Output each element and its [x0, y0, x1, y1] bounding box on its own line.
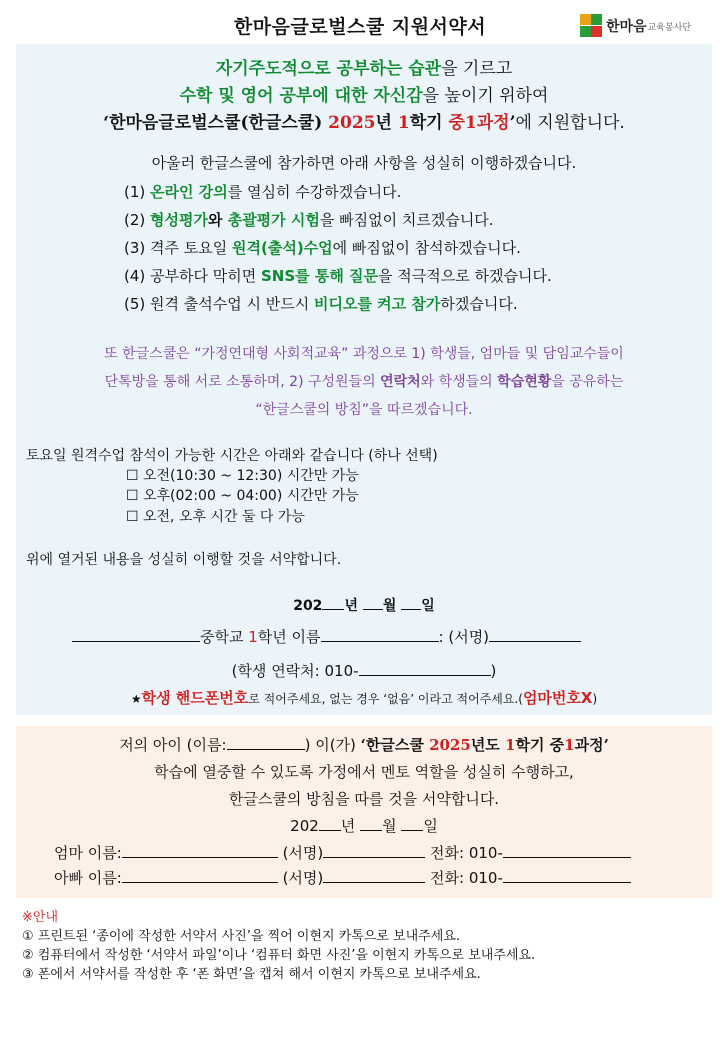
time-question: 토요일 원격수업 참석이 가능한 시간은 아래와 같습니다 (하나 선택)	[26, 448, 438, 464]
time-option-both[interactable]: ☐ 오전, 오후 시간 둘 다 가능	[126, 509, 305, 525]
time-option-pm[interactable]: ☐ 오후(02:00 ~ 04:00) 시간만 가능	[126, 488, 359, 504]
parent-line-2: 학습에 열중할 수 있도록 가정에서 멘토 역할을 성실히 수행하고,	[154, 763, 574, 781]
school-name-field[interactable]	[72, 627, 200, 642]
dad-name-field[interactable]	[122, 868, 278, 883]
parent-date: 202 년 월 일	[290, 817, 438, 835]
notice-item-1: ① 프린트된 ‘종이에 작성한 서약서 사진’을 찍어 이현지 카톡으로 보내주세요.	[22, 929, 460, 944]
logo-icon	[580, 14, 602, 38]
star-icon: ★	[130, 692, 142, 706]
pledge-end: 위에 열거된 내용을 성실히 이행할 것을 서약합니다.	[26, 552, 342, 568]
student-name-row: 중학교 1학년 이름 : (서명)	[72, 626, 581, 647]
pledge-item-2: (2) 형성평가와 총괄평가 시험을 빠짐없이 치르겠습니다.	[124, 211, 494, 229]
student-name-field[interactable]	[321, 627, 439, 642]
intro-line-3: ‘한마음글로벌스쿨(한글스쿨) 2025년 1학기 중1과정’에 지원합니다.	[103, 113, 625, 133]
intro-line-1: 자기주도적으로 공부하는 습관을 기르고	[215, 59, 513, 79]
mom-row: 엄마 이름: (서명) 전화: 010-	[54, 842, 631, 863]
notice-section	[22, 908, 535, 984]
pledge-item-3: (3) 격주 토요일 원격(출석)수업에 빠짐없이 참석하겠습니다.	[124, 239, 521, 257]
parent-pledge-panel	[16, 726, 712, 898]
child-name-field[interactable]	[227, 735, 305, 750]
dad-row: 아빠 이름: (서명) 전화: 010-	[54, 867, 631, 888]
mom-signature-field[interactable]	[323, 843, 425, 858]
logo	[580, 14, 691, 38]
logo-name: 한마음	[606, 19, 647, 35]
student-date: 202 년 월 일	[16, 595, 712, 615]
student-pledge-panel	[16, 44, 712, 715]
student-phone-field[interactable]	[359, 661, 491, 676]
mom-name-field[interactable]	[122, 843, 278, 858]
policy-line-3: “한글스쿨의 방침”을 따르겠습니다.	[255, 402, 473, 418]
policy-line-2: 단톡방을 통해 서로 소통하며, 2) 구성원들의 연락처와 학생들의 학습현황을 공유하는	[104, 374, 624, 390]
time-option-am[interactable]: ☐ 오전(10:30 ~ 12:30) 시간만 가능	[126, 468, 359, 484]
dad-signature-field[interactable]	[323, 868, 425, 883]
pledge-item-5: (5) 원격 출석수업 시 반드시 비디오를 켜고 참가하겠습니다.	[124, 295, 518, 313]
notice-item-2: ② 컴퓨터에서 작성한 ‘서약서 파일’이나 ‘컴퓨터 화면 사진’을 이현지 카톡으로 보내주세요.	[22, 948, 536, 963]
notice-heading: ※안내	[22, 910, 59, 925]
logo-subtitle: 교육봉사단	[647, 22, 692, 33]
parent-line-3: 한글스쿨의 방침을 따를 것을 서약합니다.	[228, 790, 500, 808]
parent-line-1: 저의 아이 (이름: ) 이(가) ‘한글스쿨 2025년도 1학기 중1과정’	[119, 736, 609, 754]
pledge-item-1: (1) 온라인 강의를 열심히 수강하겠습니다.	[124, 183, 402, 201]
policy-line-1: 또 한글스쿨은 “가정연대형 사회적교육” 과정으로 1) 학생들, 엄마들 및 담임교수들이	[104, 346, 624, 362]
phone-note: ★학생 핸드폰번호로 적어주세요, 없는 경우 ‘없음’ 이라고 적어주세요.(엄마번호X)	[130, 689, 598, 707]
mom-phone-field[interactable]	[503, 843, 631, 858]
student-signature-field[interactable]	[489, 627, 581, 642]
student-contact: (학생 연락처: 010- )	[231, 662, 497, 680]
pledge-item-4: (4) 공부하다 막히면 SNS를 통해 질문을 적극적으로 하겠습니다.	[124, 267, 552, 285]
dad-phone-field[interactable]	[503, 868, 631, 883]
notice-item-3: ③ 폰에서 서약서를 작성한 후 ‘폰 화면’을 캡쳐 해서 이현지 카톡으로 보내주세요.	[22, 967, 481, 982]
pledge-intro: 아울러 한글스쿨에 참가하면 아래 사항을 성실히 이행하겠습니다.	[151, 154, 577, 172]
intro-line-2: 수학 및 영어 공부에 대한 자신감을 높이기 위하여	[179, 86, 549, 106]
page-title: 한마음글로벌스쿨 지원서약서	[233, 16, 487, 38]
